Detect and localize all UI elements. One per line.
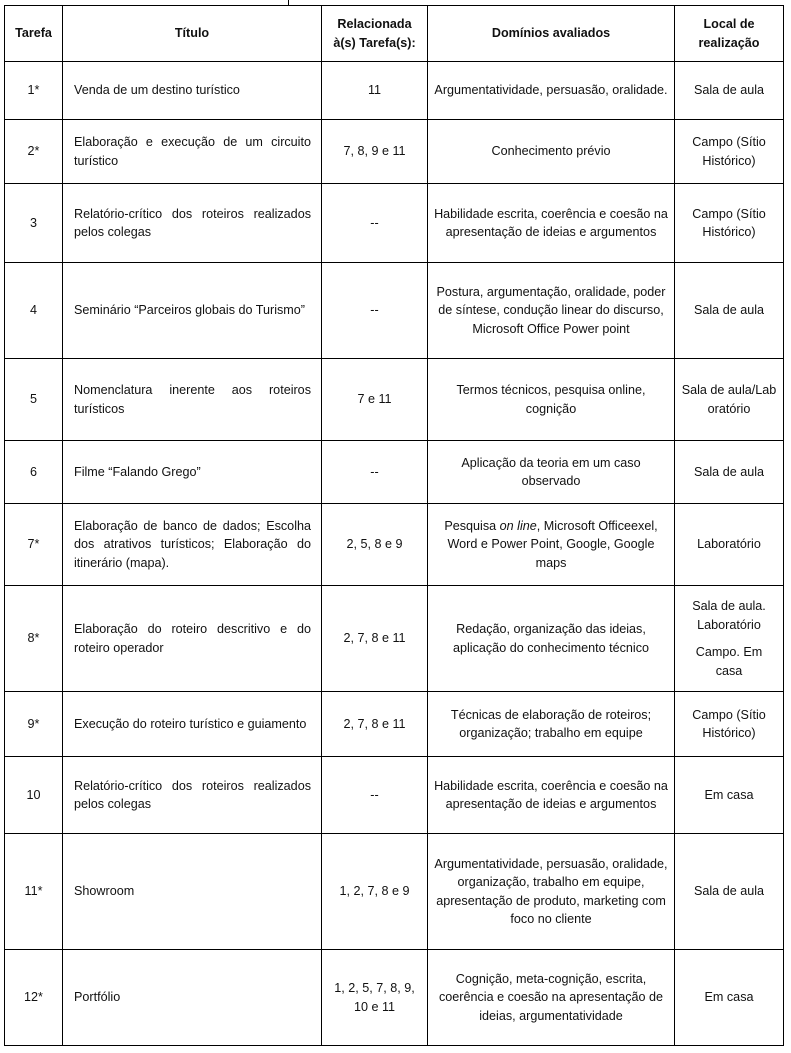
evaluated-domains: Termos técnicos, pesquisa online, cognição bbox=[428, 359, 675, 441]
location bbox=[675, 586, 784, 692]
task-title: Seminário “Parceiros globais do Turismo” bbox=[63, 263, 322, 359]
location bbox=[675, 504, 784, 586]
task-title: Elaboração e execução de um circuito turístico bbox=[63, 120, 322, 184]
location bbox=[675, 263, 784, 359]
evaluated-domains: Cognição, meta-cognição, escrita, coerência e coesão na apresentação de ideias, argumentatividade bbox=[428, 950, 675, 1046]
location-text: Sala de aula bbox=[693, 83, 765, 98]
task-number: 3 bbox=[5, 184, 63, 263]
table-row bbox=[5, 263, 784, 359]
header-domains: Domínios avaliados bbox=[428, 6, 675, 62]
table-row bbox=[5, 359, 784, 441]
evaluated-domains: Redação, organização das ideias, aplicação do conhecimento técnico bbox=[428, 586, 675, 692]
task-number: 11* bbox=[5, 834, 63, 950]
task-number: 7* bbox=[5, 504, 63, 586]
evaluated-domains: Aplicação da teoria em um caso observado bbox=[428, 441, 675, 504]
related-tasks: 1, 2, 7, 8 e 9 bbox=[322, 834, 428, 950]
task-title: Venda de um destino turístico bbox=[63, 62, 322, 120]
location bbox=[675, 62, 784, 120]
task-title: Elaboração de banco de dados; Escolha dos atrativos turísticos; Elaboração do itinerário (mapa). bbox=[63, 504, 322, 586]
location-text: Sala de aula bbox=[693, 464, 765, 479]
related-tasks: -- bbox=[322, 263, 428, 359]
evaluated-domains: Habilidade escrita, coerência e coesão na apresentação de ideias e argumentos bbox=[428, 757, 675, 834]
task-number: 9* bbox=[5, 692, 63, 757]
evaluated-domains: Argumentatividade, persuasão, oralidade. bbox=[428, 62, 675, 120]
task-number: 8* bbox=[5, 586, 63, 692]
tasks-table bbox=[4, 5, 784, 1046]
related-tasks: 7, 8, 9 e 11 bbox=[322, 120, 428, 184]
location-text: Em casa bbox=[704, 990, 754, 1005]
task-title: Elaboração do roteiro descritivo e do roteiro operador bbox=[63, 586, 322, 692]
location bbox=[675, 757, 784, 834]
related-tasks: -- bbox=[322, 441, 428, 504]
evaluated-domains bbox=[428, 504, 675, 586]
related-tasks: -- bbox=[322, 184, 428, 263]
task-number: 5 bbox=[5, 359, 63, 441]
table-row bbox=[5, 62, 784, 120]
location bbox=[675, 834, 784, 950]
related-tasks: -- bbox=[322, 757, 428, 834]
related-tasks: 1, 2, 5, 7, 8, 9, 10 e 11 bbox=[322, 950, 428, 1046]
evaluated-domains: Técnicas de elaboração de roteiros; organização; trabalho em equipe bbox=[428, 692, 675, 757]
task-number: 2* bbox=[5, 120, 63, 184]
domains-text-pre: Pesquisa bbox=[444, 518, 500, 533]
location bbox=[675, 692, 784, 757]
table-row bbox=[5, 692, 784, 757]
related-tasks: 11 bbox=[322, 62, 428, 120]
task-title: Portfólio bbox=[63, 950, 322, 1046]
location bbox=[675, 359, 784, 441]
task-number: 10 bbox=[5, 757, 63, 834]
table-row bbox=[5, 184, 784, 263]
task-title: Nomenclatura inerente aos roteiros turísticos bbox=[63, 359, 322, 441]
evaluated-domains: Habilidade escrita, coerência e coesão na apresentação de ideias e argumentos bbox=[428, 184, 675, 263]
header-related: Relacionada à(s) Tarefa(s): bbox=[322, 6, 428, 62]
location-text: Campo (Sítio Histórico) bbox=[692, 135, 766, 168]
header-location: Local de realização bbox=[675, 6, 784, 62]
domains-text-italic: on line bbox=[499, 518, 537, 533]
location-text: Laboratório bbox=[697, 537, 761, 552]
table-header-row bbox=[5, 6, 784, 62]
location bbox=[675, 184, 784, 263]
location-text: Sala de aula bbox=[693, 884, 765, 899]
table-row bbox=[5, 120, 784, 184]
table-row bbox=[5, 950, 784, 1046]
location-text: Sala de aula/Laboratório bbox=[681, 383, 777, 416]
task-title: Filme “Falando Grego” bbox=[63, 441, 322, 504]
related-tasks: 2, 7, 8 e 11 bbox=[322, 692, 428, 757]
task-title: Relatório-crítico dos roteiros realizados pelos colegas bbox=[63, 184, 322, 263]
location bbox=[675, 120, 784, 184]
location-text: Campo. Em casa bbox=[695, 645, 763, 678]
table-row bbox=[5, 757, 784, 834]
location-text: Sala de aula. Laboratório bbox=[692, 599, 766, 632]
table-row bbox=[5, 834, 784, 950]
table-row bbox=[5, 586, 784, 692]
related-tasks: 7 e 11 bbox=[322, 359, 428, 441]
location-text: Campo (Sítio Histórico) bbox=[692, 707, 766, 740]
header-title: Título bbox=[63, 6, 322, 62]
location bbox=[675, 441, 784, 504]
task-number: 6 bbox=[5, 441, 63, 504]
related-tasks: 2, 7, 8 e 11 bbox=[322, 586, 428, 692]
location-spacer bbox=[681, 634, 777, 643]
task-number: 4 bbox=[5, 263, 63, 359]
location bbox=[675, 950, 784, 1046]
evaluated-domains: Argumentatividade, persuasão, oralidade, organização, trabalho em equipe, apresentação de produto, marketing com foco no cliente bbox=[428, 834, 675, 950]
task-number: 1* bbox=[5, 62, 63, 120]
task-title: Execução do roteiro turístico e guiamento bbox=[63, 692, 322, 757]
related-tasks: 2, 5, 8 e 9 bbox=[322, 504, 428, 586]
task-title: Relatório-crítico dos roteiros realizados pelos colegas bbox=[63, 757, 322, 834]
location-text: Em casa bbox=[704, 787, 754, 802]
evaluated-domains: Postura, argumentação, oralidade, poder de síntese, condução linear do discurso, Microsoft Office Power point bbox=[428, 263, 675, 359]
header-task: Tarefa bbox=[5, 6, 63, 62]
table-row bbox=[5, 441, 784, 504]
table-row bbox=[5, 504, 784, 586]
task-number: 12* bbox=[5, 950, 63, 1046]
domains-text-post: , Microsoft Officeexel, Word e Power Point, Google, Google maps bbox=[447, 518, 658, 570]
task-title: Showroom bbox=[63, 834, 322, 950]
evaluated-domains: Conhecimento prévio bbox=[428, 120, 675, 184]
location-text: Sala de aula bbox=[693, 303, 765, 318]
document-page bbox=[4, 0, 784, 1053]
location-text: Campo (Sítio Histórico) bbox=[692, 206, 766, 239]
